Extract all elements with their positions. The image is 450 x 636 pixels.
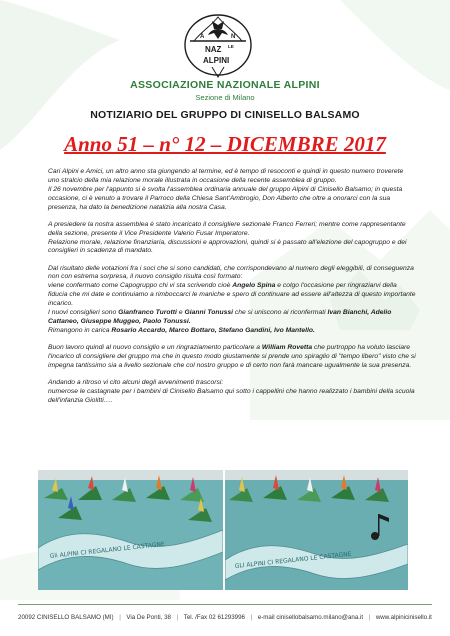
paragraph-council: [48, 265, 416, 336]
ana-logo: [172, 7, 264, 81]
text-capogruppo-pre: viene confermato come Capogruppo chi vi sta scrivendo cioè: [48, 282, 233, 290]
wave-text-right: GLI ALPINI CI REGALANO LE CASTAGNE: [234, 550, 352, 570]
newsletter-title: NOTIZIARIO DEL GRUPPO DI CINISELLO BALSAMO: [90, 109, 360, 121]
footer-separator: |: [368, 614, 371, 621]
thanks-name: William Rovetta: [261, 343, 313, 351]
paragraph-thanks: [48, 344, 416, 371]
footer-website[interactable]: www.alpinicinisello.it: [375, 614, 432, 621]
remaining-names: Rosario Accardo, Marco Bottaro, Stefano Gandini, Ivo Mantello.: [111, 326, 315, 334]
article-body: [48, 168, 416, 414]
text-new-councillors-pre: I nuovi consiglieri sono: [48, 309, 119, 317]
councillor-name-1: Gianfranco Turotti: [118, 309, 177, 317]
footer: [18, 614, 432, 621]
footer-email[interactable]: e-mail cinisellobalsamo.milano@ana.it: [257, 614, 364, 621]
text-and: e: [176, 309, 185, 317]
photo-hats-left: [38, 470, 223, 590]
reconfirmed-names: Ivan Bianchi, Adelio Cattaneo, Giuseppe Muggeo, Paolo Tonussi.: [48, 309, 392, 325]
logo-letter-a: A: [200, 34, 205, 40]
text-capogruppo-post: e colgo l'occasione per ringraziarvi della fiducia che mi date e continuiamo a rimboccarci le maniche e spero di continuare ad essere all'altezza di questo importante incarico.: [48, 282, 416, 308]
text-reconfirmed: che si uniscono ai riconfermati: [232, 309, 328, 317]
text-votes: Dal risultato delle votazioni fra i soci che si sono candidati, che corrispondevano al numero degli eleggibili, di conseguenza non con estrema sorpresa, il nuovo consiglio risulta così formato:: [48, 264, 414, 281]
text-reports: Relazione morale, relazione finanziaria, discussioni e approvazioni, quindi si è passato all'elezione del capogruppo e dei consiglieri in scadenza di mandato.: [48, 238, 407, 255]
paragraph-president: [48, 221, 416, 257]
paragraph-intro: [48, 168, 416, 186]
logo-alpini: ALPINI: [203, 56, 230, 65]
org-section: Sezione di Milano: [195, 93, 255, 102]
text-thanks-pre: Buon lavoro quindi al nuovo consiglio e un ringraziamento particolare a: [48, 343, 262, 351]
paragraph-assembly: [48, 186, 416, 213]
photo-strip: [38, 470, 408, 590]
logo-letter-n: N: [231, 34, 236, 40]
footer-phone: Tel. /Fax 02 61293996: [183, 614, 245, 621]
org-name: ASSOCIAZIONE NAZIONALE ALPINI: [130, 79, 320, 91]
footer-divider: [18, 604, 432, 605]
text-president: A presiedere la nostra assemblea è stato incaricato il consigliere sezionale Franco Ferreri; mentre come rappresentante della sezione, presente il Vice Presidente Valerio Fusar Imperatore.: [48, 220, 406, 237]
paragraph-events: [48, 379, 416, 406]
wave-text-left: Gli ALPINI CI REGALANO LE CASTAGNE: [49, 540, 166, 560]
footer-separator: |: [176, 614, 179, 621]
photo-hats-right: [225, 470, 408, 590]
text-events-intro: Andando a ritroso vi cito alcuni degli avvenimenti trascorsi:: [48, 378, 224, 386]
capogruppo-name: Angelo Spina: [232, 282, 276, 290]
logo-naz: NAZ: [205, 45, 222, 54]
text-assembly: Il 26 novembre per l'appunto si è svolta l'assemblea ordinaria annuale del gruppo Alpini di Cinisello Balsamo; in questa occasione, ci è venuto a trovare il Parroco della Chiesa Sant'Ambrogio, Don Alberto che oltre a onorarci con la sua presenza, ha dato la benedizione natalizia alla nostra Casa.: [48, 185, 403, 211]
councillor-name-2: Gianni Tonussi: [184, 309, 233, 317]
footer-address: 20092 CINISELLO BALSAMO (MI): [18, 614, 114, 621]
text-thanks-post: che purtroppo ha voluto lasciare l'incarico di consigliere del gruppo ma che in questo modo giustamente si prende uno spiraglio di "tempo libero" visto che si impegna tantissimo sia a livello sezionale che col nostro gruppo e di certo non farà mancare ugualmente la sua presenza.: [48, 343, 416, 369]
footer-separator: |: [250, 614, 253, 621]
eagle-icon: [208, 21, 228, 39]
footer-street: Via De Ponti, 38: [126, 614, 171, 621]
footer-separator: |: [119, 614, 121, 621]
logo-le: LE: [228, 44, 234, 49]
text-intro: Cari Alpini e Amici, un altro anno sta giungendo al termine, ed è tempo di resoconti e quindi in questo numero troverete uno stralcio della mia relazione morale illustrata in occasione della recente assemblea di gruppo.: [48, 168, 404, 184]
text-events-castagnate: numerose le castagnate per i bambini di Cinisello Balsamo qui sotto i cappellini che hanno realizzato i bambini della scuola dell'infanzia Giolitti….: [48, 387, 415, 404]
issue-heading: Anno 51 – n° 12 – DICEMBRE 2017: [64, 132, 386, 156]
text-remaining-pre: Rimangono in carica: [48, 326, 112, 334]
